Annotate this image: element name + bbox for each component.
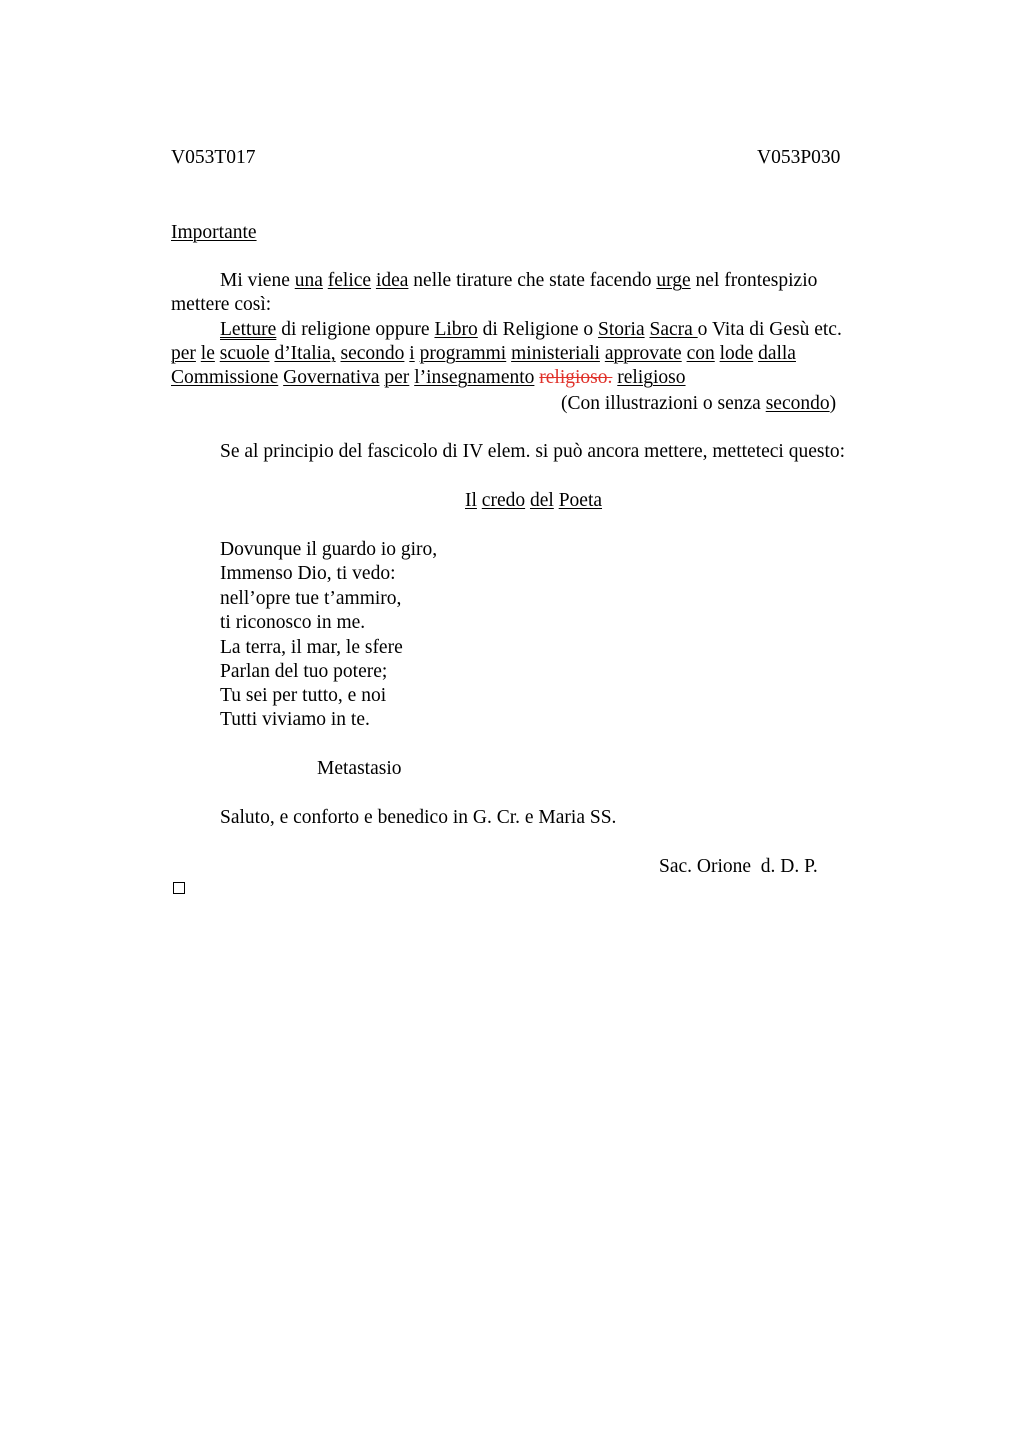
poem-line: La terra, il mar, le sfere — [220, 637, 403, 658]
title-block-line-1: Letture di religione oppure Libro di Religione o Storia Sacra o Vita di Gesù etc. — [220, 319, 842, 340]
document-code-left: V053T017 — [171, 147, 256, 168]
heading-importante: Importante — [171, 222, 257, 243]
poem-author: Metastasio — [317, 758, 402, 779]
illustration-note: (Con illustrazioni o senza secondo) — [561, 393, 837, 414]
struck-word: religioso. — [539, 367, 613, 388]
poem-line: nell’opre tue t’ammiro, — [220, 588, 402, 609]
paragraph-2: Se al principio del fascicolo di IV elem. si può ancora mettere, metteteci questo: — [220, 441, 846, 462]
poem-line: Immenso Dio, ti vedo: — [220, 563, 396, 584]
end-box-icon — [173, 882, 185, 894]
document-code-right: V053P030 — [757, 147, 841, 168]
poem-line: Tutti viviamo in te. — [220, 709, 370, 730]
signature: Sac. Orione d. D. P. — [659, 856, 818, 877]
poem-line: Dovunque il guardo io giro, — [220, 539, 438, 560]
title-block-line-2: per le scuole d’Italia, secondo i programmi ministeriali approvate con lode dalla — [171, 343, 796, 364]
poem-title: Il credo del Poeta — [465, 490, 603, 511]
paragraph-1-line-2: mettere così: — [171, 294, 272, 315]
poem-line: Tu sei per tutto, e noi — [220, 685, 387, 706]
title-block-line-3: Commissione Governativa per l’insegnamento religioso. religioso — [171, 367, 686, 388]
paragraph-1-line-1: Mi viene una felice idea nelle tirature che state facendo urge nel frontespizio — [220, 270, 818, 291]
closing-greeting: Saluto, e conforto e benedico in G. Cr. e Maria SS. — [220, 807, 617, 828]
poem-line: ti riconosco in me. — [220, 612, 366, 633]
poem-line: Parlan del tuo potere; — [220, 661, 388, 682]
